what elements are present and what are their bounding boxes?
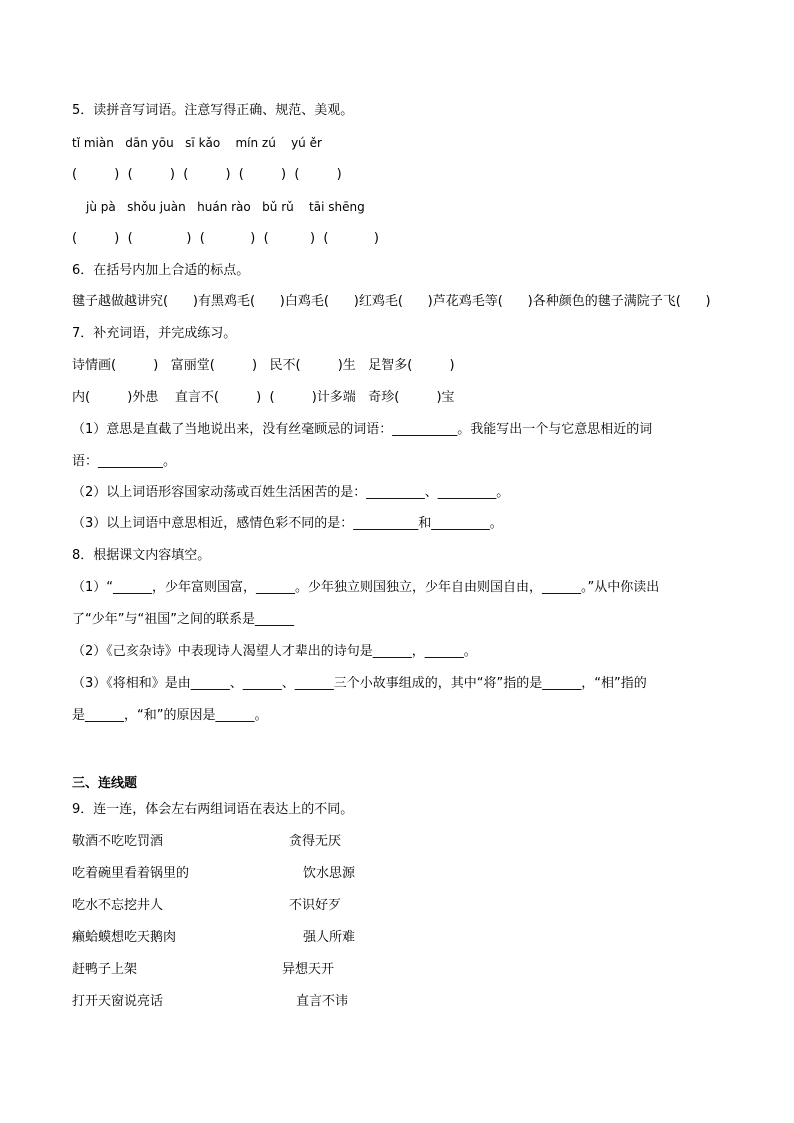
q9-left-item-6[interactable]: 打开天窗说亮话 (72, 994, 164, 1009)
q9-right-item-3[interactable]: 不识好歹 (289, 898, 342, 913)
q7-sub-1-line-2[interactable]: 语：__________。 (72, 454, 177, 469)
q8-title: 8．根据课文内容填空。 (72, 548, 211, 563)
q9-right-item-4[interactable]: 强人所难 (303, 930, 356, 945)
q8-sub-1-line-1[interactable]: （1）“______，少年富则国富，______。少年独立则国独立，少年自由则国自由，______。”从中你读出 (72, 580, 660, 595)
q9-right-item-6[interactable]: 直言不讳 (296, 994, 349, 1009)
q9-left-item-1[interactable]: 敬酒不吃吃罚酒 (72, 834, 164, 849)
q5-pinyin-row-1: tǐ miàn dān yōu sī kǎo mín zú yú ěr (72, 136, 322, 150)
section-3-heading: 三、连线题 (72, 776, 138, 791)
q7-sub-2[interactable]: （2）以上词语形容国家动荡或百姓生活困苦的是：_________、_________。 (72, 485, 510, 500)
q6-title: 6．在括号内加上合适的标点。 (72, 263, 250, 278)
q7-idiom-row-1[interactable]: 诗情画( ) 富丽堂( ) 民不( )生 足智多( ) (72, 358, 455, 373)
q5-answer-blanks-row-1[interactable]: ( ) ( ) ( ) ( ) ( ) (72, 167, 342, 182)
q6-punctuation-sentence[interactable]: 毽子越做越讲究( )有黑鸡毛( )白鸡毛( )红鸡毛( )芦花鸡毛等( )各种颜色的毽子满院子飞( ) (72, 294, 711, 309)
q5-answer-blanks-row-2[interactable]: ( ) ( ) ( ) ( ) ( ) (72, 231, 379, 246)
q9-title: 9．连一连，体会左右两组词语在表达上的不同。 (72, 802, 354, 817)
q7-sub-3[interactable]: （3）以上词语中意思相近，感情色彩不同的是：__________和_________。 (72, 516, 503, 531)
q7-title: 7．补充词语，并完成练习。 (72, 326, 237, 341)
q9-right-item-1[interactable]: 贪得无厌 (289, 834, 342, 849)
q7-sub-1-line-1[interactable]: （1）意思是直截了当地说出来，没有丝毫顾忌的词语：__________。我能写出一个与它意思相近的词 (72, 422, 653, 437)
q5-pinyin-row-2: jù pà shǒu juàn huán rào bǔ rǔ tāi shēng (86, 200, 365, 214)
q7-idiom-row-2[interactable]: 内( )外患 直言不( ) ( )计多端 奇珍( )宝 (72, 390, 455, 405)
q9-left-item-4[interactable]: 癞蛤蟆想吃天鹅肉 (72, 930, 177, 945)
q5-title: 5．读拼音写词语。注意写得正确、规范、美观。 (72, 103, 354, 118)
q8-sub-1-line-2[interactable]: 了“少年”与“祖国”之间的联系是______ (72, 612, 294, 627)
q9-left-item-2[interactable]: 吃着碗里看着锅里的 (72, 866, 190, 881)
q9-left-item-3[interactable]: 吃水不忘挖井人 (72, 898, 164, 913)
q8-sub-3-line-2[interactable]: 是______，“和”的原因是______。 (72, 708, 268, 723)
q9-right-item-2[interactable]: 饮水思源 (303, 866, 356, 881)
q9-left-item-5[interactable]: 赶鸭子上架 (72, 962, 138, 977)
q8-sub-2[interactable]: （2）《己亥杂诗》中表现诗人渴望人才辈出的诗句是______，______。 (72, 644, 477, 659)
q8-sub-3-line-1[interactable]: （3）《将相和》是由______、______、______三个小故事组成的，其中“将”指的是______，“相”指的 (72, 676, 647, 691)
q9-right-item-5[interactable]: 异想天开 (282, 962, 335, 977)
